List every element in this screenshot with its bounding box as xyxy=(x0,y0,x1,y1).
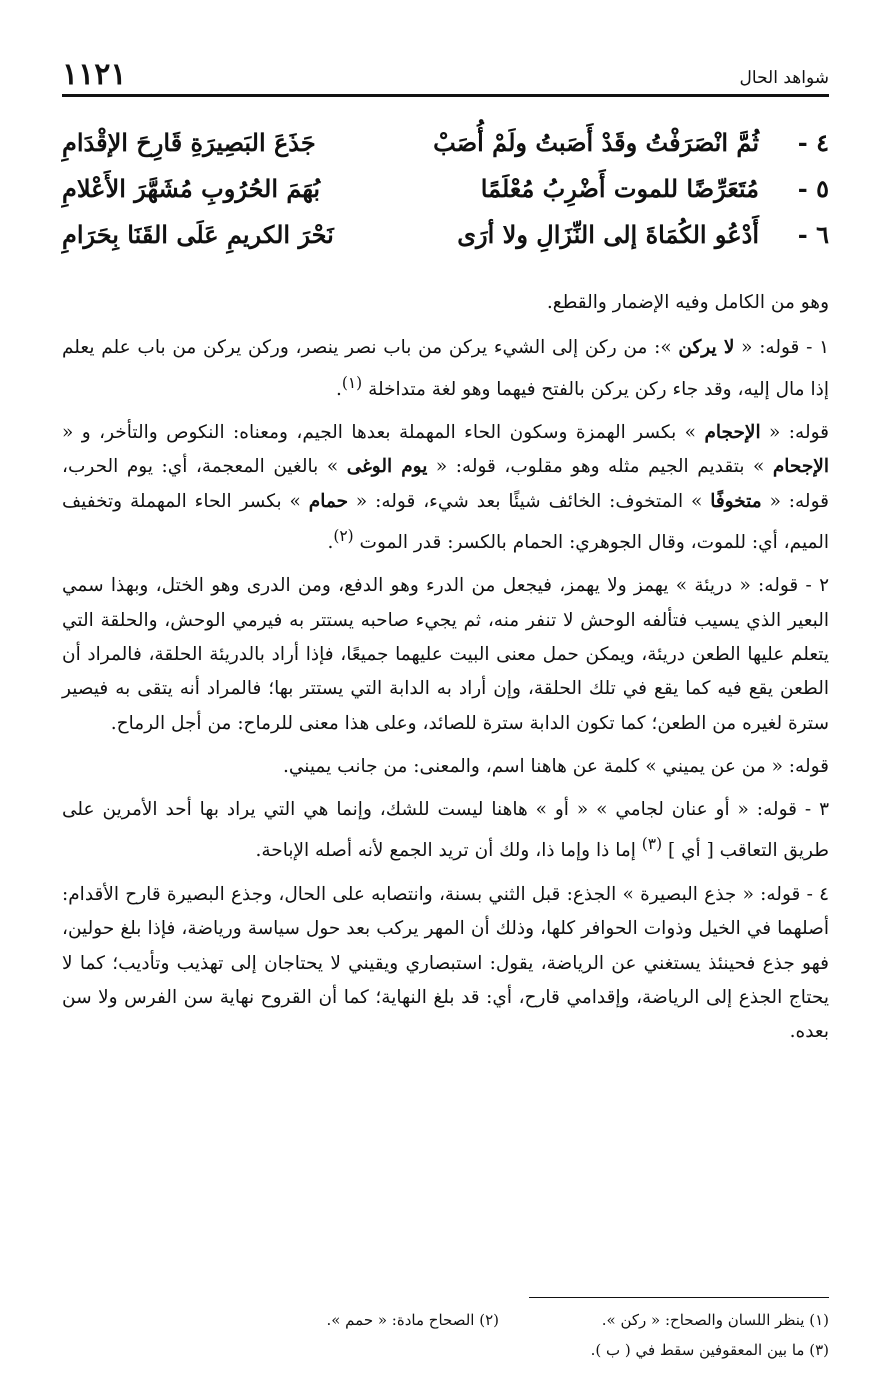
footnote-row xyxy=(62,1305,829,1335)
footnote-ref: (٢) xyxy=(333,526,354,545)
keyword: الإحجام xyxy=(704,422,761,444)
footnote-1: (١) ينظر اللسان والصحاح: « ركن ». xyxy=(601,1311,829,1329)
commentary-paragraph-1 xyxy=(62,331,829,407)
text-run: » بالغين المعجمة، أي: يوم الحرب، قوله: « xyxy=(62,456,829,512)
verse-first-hemistich xyxy=(433,128,829,157)
text-run: » بتقديم الجيم مثله وهو مقلوب، قوله: « xyxy=(427,456,773,478)
commentary xyxy=(62,286,829,1058)
verse-number: ٦ - xyxy=(797,220,829,249)
keyword: متخوفًا xyxy=(710,490,762,512)
verse-number: ٤ - xyxy=(797,128,829,157)
text-run: » المتخوف: الخائف شيئًا بعد شيء، قوله: « xyxy=(348,490,711,512)
text-run: . xyxy=(335,378,342,400)
page-header xyxy=(62,57,829,97)
verse-6 xyxy=(62,220,829,266)
footnotes xyxy=(62,1305,829,1365)
footnote-ref: (٣) xyxy=(641,835,663,854)
verse-second-hemistich: جَذَعَ البَصِيرَةِ قَارِحَ الإقْدَامِ xyxy=(62,128,316,157)
verse-5 xyxy=(62,174,829,220)
verse-second-hemistich: نَحْرَ الكريمِ عَلَى القَنَا بِحَرَامِ xyxy=(62,220,334,249)
verse-number: ٥ - xyxy=(797,174,829,203)
footnote-divider xyxy=(529,1297,829,1298)
commentary-paragraph-3: ٢ - قوله: « دريئة » يهمز ولا يهمز، فيجعل من الدرء وهو الدفع، ومن الدرى وهو الختل، وبهذا سمي البعير الذي يسيب فتألفه الوحش لا تنفر منه، ثم يجيء صاحبه يستتر به فيرمي الوحش، والحلقة التي يتعلم عليها الطعن دريئة، ويمكن حمل معنى البيت عليهما جميعًا، فإذا أراد بالدريئة الحلقة، فالمراد أن الطعن يقع فيه كما يقع في تلك الحلقة، وإن أراد به الدابة التي يستتر بها؛ فالمراد أنه يتقى به فيصير سترة لغيره من الطعن؛ كما تكون الدابة سترة للصائد، وعلى هذا معنى للرماح: من أجل الرماح. xyxy=(62,575,829,734)
text-run: »: من ركن إلى الشيء يركن من باب نصر ينصر، وركن يركن من باب علم يعلم إذا مال إليه، وقد جاء ركن يركن بالفتح فيهما وهو لغة متداخلة xyxy=(62,337,829,400)
verse-first-hemistich xyxy=(481,174,829,203)
keyword: حمام xyxy=(308,490,349,512)
keyword: يوم الوغى xyxy=(346,456,428,478)
text-run: قوله: « xyxy=(760,422,829,444)
poem xyxy=(62,128,829,266)
verse-first-text: أَدْعُو الكُمَاةَ إلى النِّزَالِ ولا أرَى xyxy=(457,220,759,249)
text-run: . xyxy=(327,532,334,554)
footnote-ref: (١) xyxy=(341,373,363,392)
footnote-row xyxy=(62,1335,829,1365)
verse-first-text: ثُمَّ انْصَرَفْتُ وقَدْ أَصَبتُ ولَمْ أُصَبْ xyxy=(433,128,759,157)
verse-first-hemistich xyxy=(457,220,829,249)
text-run: إما ذا وإما ذا، ولك أن تريد الجمع لأنه أصله الإباحة. xyxy=(255,840,642,862)
commentary-paragraph-5 xyxy=(62,793,829,869)
footnote-2: (٢) الصحاح مادة: « حمم ». xyxy=(326,1311,499,1329)
text-run: ١ - قوله: « xyxy=(734,337,830,359)
page-number: ١١٢١ xyxy=(62,57,127,92)
commentary-paragraph-4: قوله: « من عن يميني » كلمة عن هاهنا اسم، والمعنى: من جانب يميني. xyxy=(282,755,829,777)
keyword: لا يركن xyxy=(678,337,735,359)
verse-first-text: مُتَعَرِّضًا للموت أَضْرِبُ مُعْلَمًا xyxy=(480,174,759,203)
footnote-3: (٣) ما بين المعقوفين سقط في ( ب ). xyxy=(590,1341,829,1359)
meter-note: وهو من الكامل وفيه الإضمار والقطع. xyxy=(546,292,829,313)
verse-second-hemistich: بُهَمَ الحُرُوبِ مُشَهَّرَ الأَعْلامِ xyxy=(62,174,321,203)
keyword: الإجحام xyxy=(772,456,829,478)
verse-4 xyxy=(62,128,829,174)
commentary-paragraph-2 xyxy=(62,416,829,560)
text-run: » بكسر الحاء المهملة وتخفيف الميم، أي: للموت، وقال الجوهري: الحمام بالكسر: قدر الموت xyxy=(62,490,829,554)
text-run: ٣ - قوله: « أو عنان لجامي » « أو » هاهنا ليست للشك، وإنما هي التي يراد بها أحد الأمرين على طريق التعاقب [ أي ] xyxy=(62,799,829,862)
text-run: » بكسر الهمزة وسكون الحاء المهملة بعدها الجيم، ومعناه: النكوص والتأخر، و « xyxy=(62,422,705,444)
running-title: شواهد الحال xyxy=(739,68,829,88)
commentary-paragraph-6: ٤ - قوله: « جذع البصيرة » الجذع: قبل الثني بسنة، وانتصابه على الحال، وجذع البصيرة قارح الأقدام: أصلهما في الخيل وذوات الحوافر كلها، وذلك أن المهر يركب بعد حول سياسة ورياضة، فإذا بلغ حولين، فهو جذع فحينئذ يستغني عن الرياضة، يقول: استبصاري ويقيني لا يحتاجان إلى تهذيب وتأديب؛ كما لا يحتاج الجذع إلى الرياضة، وإقدامي قارح، أي: قد بلغ النهاية؛ كما أن القروح نهاية سن الفرس ولا سن بعده. xyxy=(62,883,829,1043)
